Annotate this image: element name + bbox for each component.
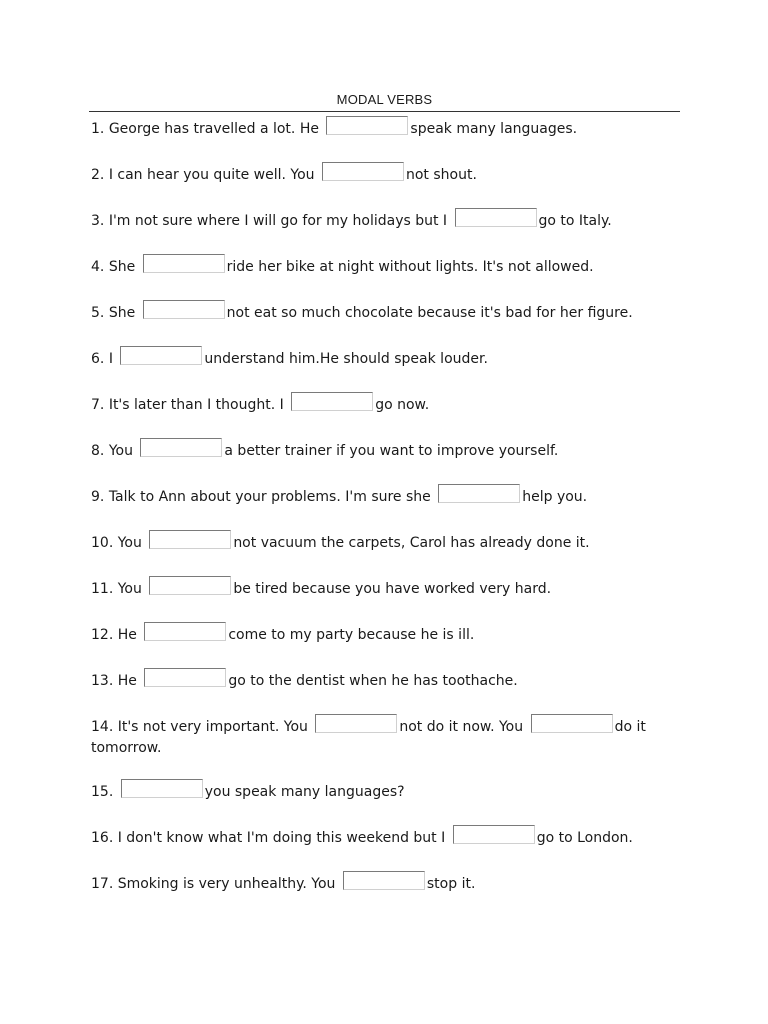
answer-input-10[interactable]: [149, 530, 231, 549]
answer-input-14a[interactable]: [315, 714, 397, 733]
answer-input-6[interactable]: [120, 346, 202, 365]
question-text-before: You: [117, 535, 142, 551]
question-text-after: stop it.: [426, 876, 476, 892]
answer-input-11[interactable]: [149, 576, 231, 595]
question-text-after: be tired because you have worked very hard.: [233, 581, 552, 597]
question-9: [91, 488, 587, 509]
question-text-after: not eat so much chocolate because it's bad for her figure.: [226, 305, 633, 321]
answer-input-9[interactable]: [438, 484, 520, 503]
answer-input-5[interactable]: [143, 300, 225, 319]
question-12: [91, 626, 474, 647]
question-text-before: I can hear you quite well. You: [108, 167, 315, 183]
question-4: [91, 258, 594, 279]
answer-input-3[interactable]: [455, 208, 537, 227]
question-text-before: George has travelled a lot. He: [108, 121, 319, 137]
question-text-after: go now.: [375, 397, 430, 413]
question-number: 6.: [91, 351, 105, 367]
question-13: [91, 672, 518, 693]
question-text-after: go to Italy.: [538, 213, 612, 229]
question-text-before: She: [108, 305, 136, 321]
question-number: 9.: [91, 489, 105, 505]
question-number: 5.: [91, 305, 105, 321]
question-text-after: ride her bike at night without lights. It's not allowed.: [226, 259, 594, 275]
question-text-before: He: [117, 627, 137, 643]
question-text-after: speak many languages.: [410, 121, 578, 137]
answer-input-17[interactable]: [343, 871, 425, 890]
question-text-after: come to my party because he is ill.: [228, 627, 475, 643]
question-number: 7.: [91, 397, 105, 413]
answer-input-7[interactable]: [291, 392, 373, 411]
question-7: [91, 396, 429, 417]
question-text-before: Smoking is very unhealthy. You: [117, 876, 336, 892]
question-text-before: I'm not sure where I will go for my holidays but I: [108, 213, 448, 229]
question-text-before: He: [117, 673, 137, 689]
question-text-after: a better trainer if you want to improve yourself.: [224, 443, 559, 459]
question-text-before: Talk to Ann about your problems. I'm sure she: [108, 489, 431, 505]
question-number: 10.: [91, 535, 114, 551]
question-5: [91, 304, 633, 325]
question-text-after: you speak many languages?: [204, 784, 405, 800]
question-6: [91, 350, 488, 371]
question-11: [91, 580, 551, 601]
question-text-before: You: [108, 443, 133, 459]
question-number: 8.: [91, 443, 105, 459]
question-number: 4.: [91, 259, 105, 275]
answer-input-1[interactable]: [326, 116, 408, 135]
question-number: 16.: [91, 830, 114, 846]
question-number: 11.: [91, 581, 114, 597]
question-text-after: help you.: [522, 489, 588, 505]
question-3: [91, 212, 612, 233]
answer-input-15[interactable]: [121, 779, 203, 798]
question-number: 17.: [91, 876, 114, 892]
question-text-before: She: [108, 259, 136, 275]
question-text-before: It's not very important. You: [117, 719, 308, 735]
question-number: 15.: [91, 784, 114, 800]
question-number: 12.: [91, 627, 114, 643]
answer-input-2[interactable]: [322, 162, 404, 181]
question-text-after: go to London.: [536, 830, 633, 846]
question-text-middle: not do it now. You: [399, 719, 524, 735]
answer-input-12[interactable]: [144, 622, 226, 641]
page-title: MODAL VERBS: [89, 92, 680, 112]
question-1: [91, 120, 577, 141]
question-16: [91, 829, 633, 850]
answer-input-16[interactable]: [453, 825, 535, 844]
question-number: 3.: [91, 213, 105, 229]
question-text-before: You: [117, 581, 142, 597]
question-text-after: not shout.: [405, 167, 477, 183]
question-17: [91, 875, 475, 896]
question-text-after: understand him.He should speak louder.: [204, 351, 488, 367]
question-14: [91, 718, 681, 758]
question-8: [91, 442, 558, 463]
question-text-before: It's later than I thought. I: [108, 397, 284, 413]
question-text-before: I don't know what I'm doing this weekend but I: [117, 830, 446, 846]
question-text-after: not vacuum the carpets, Carol has already done it.: [233, 535, 590, 551]
answer-input-4[interactable]: [143, 254, 225, 273]
question-text-before: I: [108, 351, 113, 367]
question-number: 2.: [91, 167, 105, 183]
question-text-after: do it tomorrow.: [91, 719, 646, 756]
question-number: 14.: [91, 719, 114, 735]
question-2: [91, 166, 477, 187]
answer-input-13[interactable]: [144, 668, 226, 687]
answer-input-8[interactable]: [140, 438, 222, 457]
answer-input-14b[interactable]: [531, 714, 613, 733]
question-text-after: go to the dentist when he has toothache.: [228, 673, 518, 689]
worksheet: [89, 92, 680, 892]
question-number: 1.: [91, 121, 105, 137]
question-10: [91, 534, 590, 555]
question-15: [91, 783, 405, 804]
question-number: 13.: [91, 673, 114, 689]
